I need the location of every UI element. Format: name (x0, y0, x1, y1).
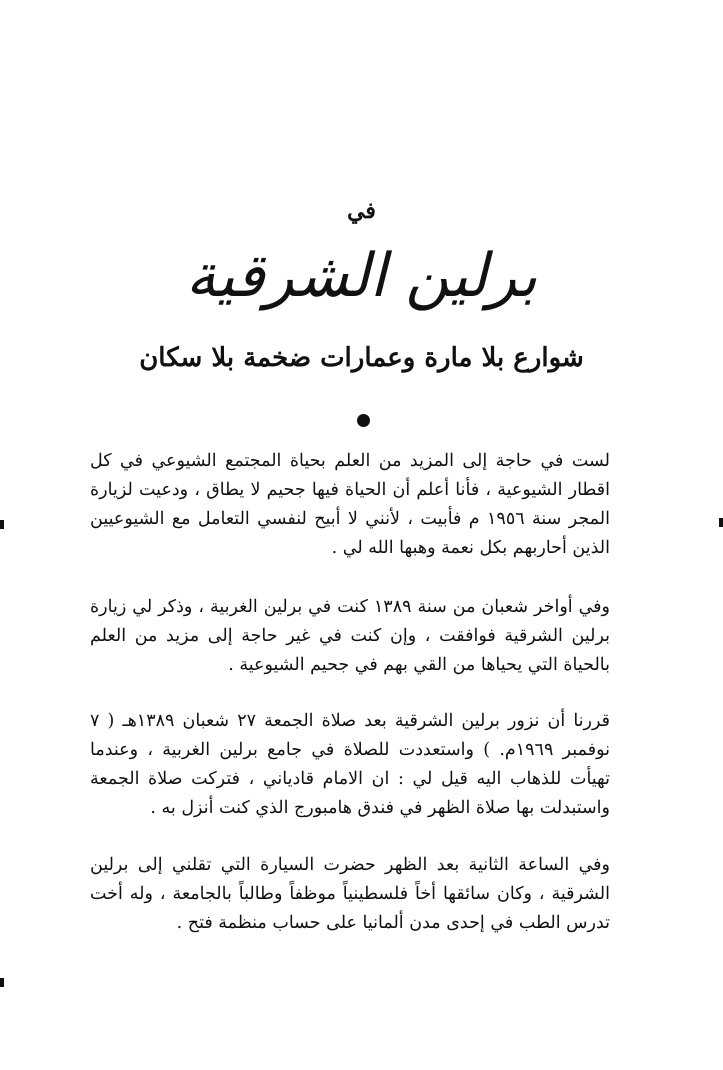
paragraph-1: لست في حاجة إلى المزيد من العلم بحياة المجتمع الشيوعي في كل اقطار الشيوعية ، فأنا أعلم أن الحياة فيها جحيم لا يطاق ، ودعيت لزيارة المجر سنة ١٩٥٦ م فأبيت ، لأنني لا أبيح لنفسي التعامل مع الشيوعيين الذين أحاربهم بكل نعمة وهبها الله لي . (90, 451, 610, 558)
paragraph-3: قررنا أن نزور برلين الشرقية بعد صلاة الجمعة ٢٧ شعبان ١٣٨٩هـ ( ٧ نوفمبر ١٩٦٩م. ) واستعددت للصلاة في جامع برلين الغربية ، وعندما تهيأت للذهاب اليه قيل لي : ان الامام قادياني ، فتركت صلاة الجمعة واستبدلت بها صلاة الظهر في فندق هامبورج الذي كنت أنزل به . (90, 711, 610, 818)
scan-edge-mark (0, 520, 4, 529)
paragraph-4: وفي الساعة الثانية بعد الظهر حضرت السيارة التي تقلني إلى برلين الشرقية ، وكان سائقها أخاً فلسطينياً موظفاً وطالباً بالجامعة ، وله أخت تدرس الطب في إحدى مدن ألمانيا على حساب منظمة فتح . (90, 855, 610, 933)
scan-edge-mark (0, 978, 4, 987)
pre-title: في (347, 198, 376, 224)
paragraph-2: وفي أواخر شعبان من سنة ١٣٨٩ كنت في برلين الغربية ، وذكر لي زيارة برلين الشرقية فوافقت ، وإن كنت في غير حاجة إلى مزيد من العلم بالحياة التي يحياها من القي بهم في جحيم الشيوعية . (90, 597, 610, 675)
chapter-title: برلين الشرقية (185, 241, 538, 311)
section-divider-dot (357, 414, 370, 427)
chapter-subtitle: شوارع بلا مارة وعمارات ضخمة بلا سكان (139, 343, 584, 373)
scan-edge-mark (719, 518, 723, 527)
